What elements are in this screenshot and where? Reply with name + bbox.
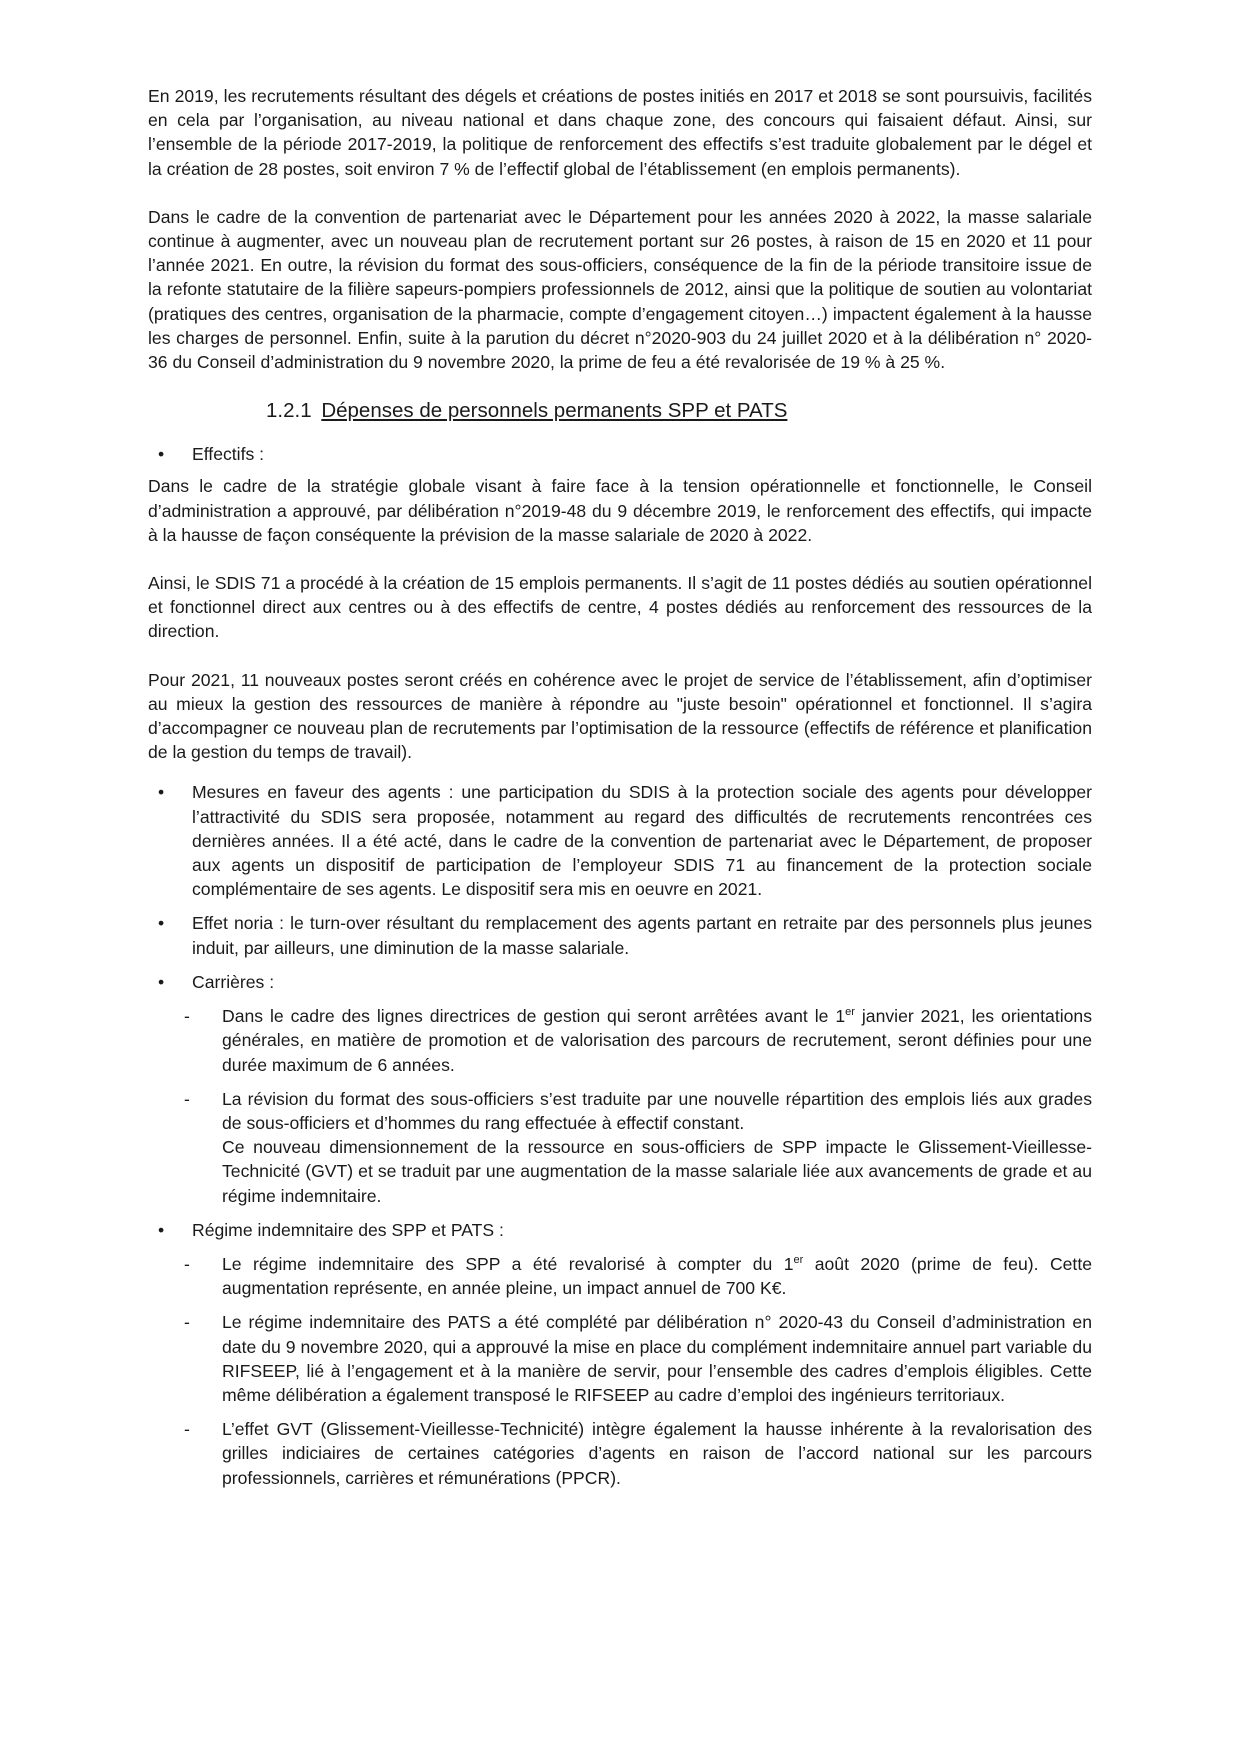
bullet-text-mesures: Mesures en faveur des agents : une participation du SDIS à la protection sociale des agents pour développer l’attractivité du SDIS sera proposée, notamment au regard des difficultés de recrutements rencontrées ces dernières années. Il a été acté, dans le cadre de la convention de partenariat avec le Département, de proposer aux agents un dispositif de participation de l’employeur SDIS 71 au financement de la protection sociale complémentaire de ses agents. Le dispositif sera mis en oeuvre en 2021.	[192, 782, 1092, 900]
paragraph-convention-partenariat: Dans le cadre de la convention de partenariat avec le Département pour les années 2020 à 2022, la masse salariale continue à augmenter, avec un nouveau plan de recrutement portant sur 26 postes, à raison de 15 en 2020 et 11 pour l’année 2021. En outre, la révision du format des sous-officiers, conséquence de la fin de la période transitoire issue de la refonte statutaire de la filière sapeurs-pompiers professionnels de 2012, ainsi que la politique de soutien au volontariat (pratiques des centres, organisation de la pharmacie, compte d’engagement citoyen…) impactent également à la hausse les charges de personnel. Enfin, suite à la parution du décret n°2020-903 du 24 juillet 2020 et à la délibération n° 2020-36 du Conseil d’administration du 9 novembre 2020, la prime de feu a été revalorisée de 19 % à 25 %.	[148, 206, 1092, 373]
paragraph-recrutements-2019: En 2019, les recrutements résultant des dégels et créations de postes initiés en 2017 et 2018 se sont poursuivis, facilités en cela par l’organisation, au niveau national et dans chaque zone, des concours qui faisaient défaut. Ainsi, sur l’ensemble de la période 2017-2019, la politique de renforcement des effectifs s’est traduite globalement par le dégel et la création de 28 postes, soit environ 7 % de l’effectif global de l’établissement (en emplois permanents).	[148, 86, 1092, 179]
dash-text: L’effet GVT (Glissement-Vieillesse-Technicité) intègre également la hausse inhérente à la revalorisation des grilles indiciaires de certaines catégories d’agents en raison de l’accord national sur les parcours professionnels, carrières et rémunérations (PPCR).	[222, 1419, 1092, 1488]
dash-icon: -	[184, 1419, 190, 1440]
bullet-effet-noria	[148, 911, 1092, 959]
dash-text-a: Le régime indemnitaire des SPP a été revalorisé à compter du 1	[222, 1253, 794, 1274]
section-title: Dépenses de personnels permanents SPP et PATS	[321, 399, 788, 423]
dash-text-b: Ce nouveau dimensionnement de la ressource en sous-officiers de SPP impacte le Glissement-Vieillesse-Technicité (GVT) et se traduit par une augmentation de la masse salariale liée aux avancements de grade et au régime indemnitaire.	[222, 1137, 1092, 1206]
section-heading	[266, 398, 1092, 424]
bullet-icon: •	[158, 971, 165, 992]
dash-item-lignes-directrices	[148, 1004, 1092, 1077]
superscript: er	[793, 1254, 804, 1267]
bullet-label-effectifs: Effectifs :	[192, 444, 265, 465]
paragraph-strategie-globale: Dans le cadre de la stratégie globale visant à faire face à la tension opérationnelle et fonctionnelle, le Conseil d’administration a approuvé, par délibération n°2019-48 du 9 décembre 2019, le renforcement des effectifs, qui impacte à la hausse de façon conséquente la prévision de la masse salariale de 2020 à 2022.	[148, 476, 1092, 545]
bullet-mesures-agents	[148, 780, 1092, 901]
section-number: 1.2.1	[266, 399, 312, 423]
paragraph-creation-emplois: Ainsi, le SDIS 71 a procédé à la création de 15 emplois permanents. Il s’agit de 11 postes dédiés au soutien opérationnel et fonctionnel direct aux centres ou à des effectifs de centre, 4 postes dédiés au renforcement des ressources de la direction.	[148, 573, 1092, 642]
bullet-regime-indemnitaire	[148, 1218, 1092, 1242]
dash-icon: -	[184, 1312, 190, 1333]
dash-item-regime-pats	[148, 1310, 1092, 1407]
dash-item-revision-format	[148, 1087, 1092, 1208]
dash-text-a: La révision du format des sous-officiers s’est traduite par une nouvelle répartition des emplois liés aux grades de sous-officiers et d’hommes du rang effectuée à effectif constant.	[222, 1088, 1092, 1133]
dash-text-b: août 2020 (prime de feu). Cette augmentation représente, en année pleine, un impact annuel de 700 K€.	[222, 1253, 1092, 1299]
bullet-icon: •	[158, 782, 165, 803]
bullet-icon: •	[158, 913, 165, 934]
dash-text-a: Dans le cadre des lignes directrices de gestion qui seront arrêtées avant le 1	[222, 1006, 846, 1027]
superscript: er	[845, 1006, 855, 1019]
bullet-icon: •	[158, 444, 165, 465]
dash-text: Le régime indemnitaire des PATS a été complété par délibération n° 2020-43 du Conseil d’administration en date du 9 novembre 2020, qui a approuvé la mise en place du complément indemnitaire annuel part variable du RIFSEEP, lié à l’engagement et à la manière de servir, pour l’ensemble des cadres d’emplois éligibles. Cette même délibération a également transposé le RIFSEEP au cadre d’emploi des ingénieurs territoriaux.	[222, 1312, 1092, 1405]
dash-item-regime-spp	[148, 1252, 1092, 1300]
dash-text-b: janvier 2021, les orientations générales, en matière de promotion et de valorisation des parcours de recrutement, seront définies pour une durée maximum de 6 années.	[222, 1006, 1092, 1075]
dash-icon: -	[184, 1088, 190, 1109]
dash-item-effet-gvt	[148, 1417, 1092, 1490]
document-page	[148, 84, 1092, 1490]
bullet-icon: •	[158, 1219, 165, 1240]
bullet-text-noria: Effet noria : le turn-over résultant du remplacement des agents partant en retraite par des personnels plus jeunes induit, par ailleurs, une diminution de la masse salariale.	[192, 913, 1092, 958]
dash-icon: -	[184, 1006, 190, 1027]
dash-icon: -	[184, 1253, 190, 1274]
paragraph-nouveaux-postes-2021: Pour 2021, 11 nouveaux postes seront créés en cohérence avec le projet de service de l’établissement, afin d’optimiser au mieux la gestion des ressources de manière à répondre au "juste besoin" opérationnel et fonctionnel. Il s’agira d’accompagner ce nouveau plan de recrutements par l’optimisation de la ressource (effectifs de référence et planification de la gestion du temps de travail).	[148, 669, 1092, 763]
bullet-carrieres	[148, 970, 1092, 994]
bullet-label-carrieres: Carrières :	[192, 971, 275, 992]
bullet-label-regime: Régime indemnitaire des SPP et PATS :	[192, 1219, 504, 1240]
bullet-effectifs	[148, 442, 1092, 466]
